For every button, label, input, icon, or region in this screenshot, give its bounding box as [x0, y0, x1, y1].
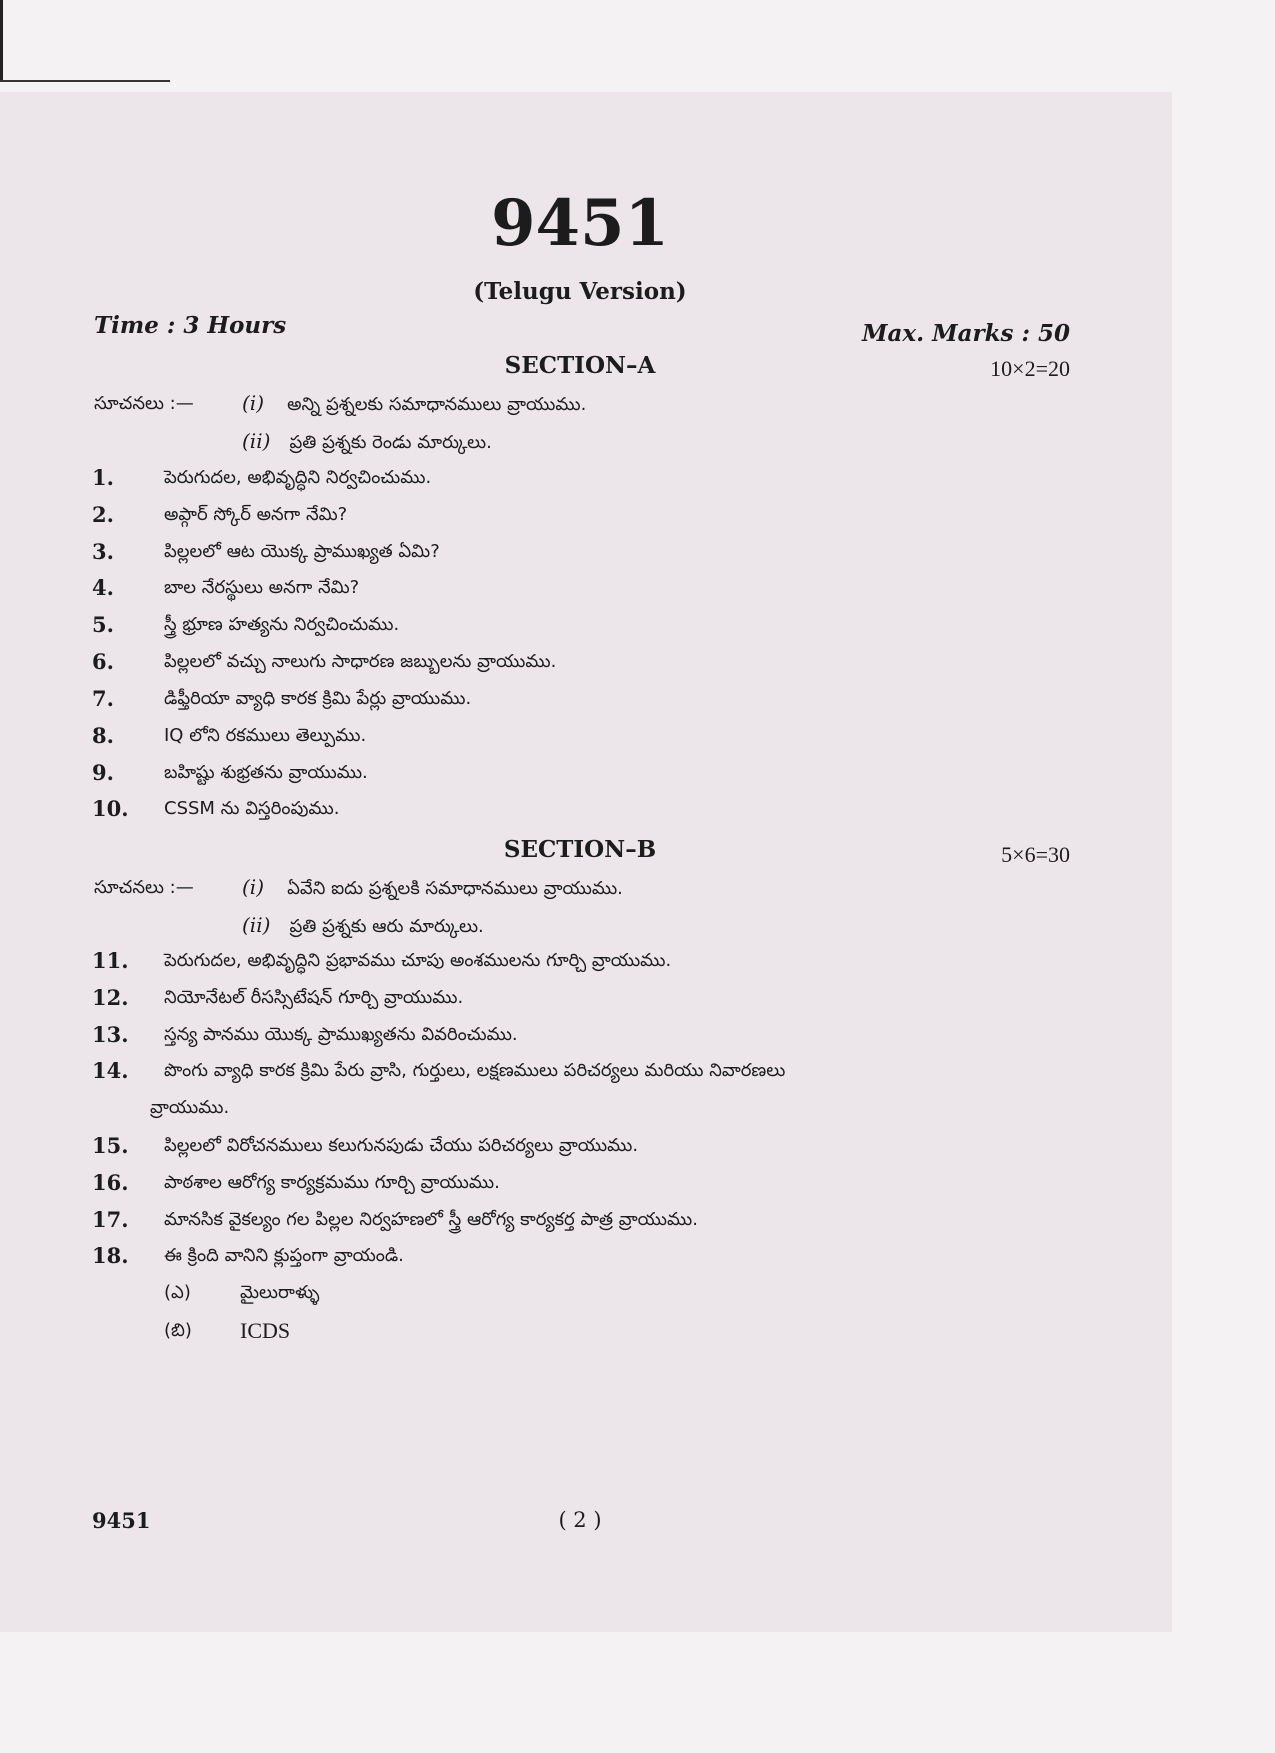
question-text: పెరుగుదల, అభివృద్ధిని నిర్వచించుము.	[164, 467, 432, 488]
section-a-instructions-label: సూచనలు :—	[94, 393, 194, 414]
question-number: 14.	[92, 1058, 129, 1083]
instruction-text: అన్ని ప్రశ్నలకు సమాధానములు వ్రాయుము.	[287, 394, 587, 415]
instruction-text: ప్రతి ప్రశ్నకు రెండు మార్కులు.	[289, 432, 492, 453]
question-text: అప్గార్ స్కోర్ అనగా నేమి?	[164, 504, 348, 525]
question-number: 1.	[92, 465, 114, 490]
instruction-text: ప్రతి ప్రశ్నకు ఆరు మార్కులు.	[289, 916, 484, 937]
question-number: 8.	[92, 723, 114, 748]
section-b-instruction	[242, 913, 484, 941]
footer-paper-code: 9451	[92, 1508, 151, 1533]
sub-item-label: (బి)	[164, 1320, 192, 1341]
section-b-instruction	[242, 875, 623, 903]
time-label: Time : 3 Hours	[94, 312, 287, 339]
question-text: స్తన్య పానము యొక్క ప్రాముఖ్యతను వివరించుము.	[164, 1024, 518, 1045]
question-number: 15.	[92, 1133, 129, 1158]
question-text: బాల నేరస్థులు అనగా నేమి?	[164, 577, 360, 598]
sub-item-text: ICDS	[240, 1318, 291, 1343]
question-number: 9.	[92, 760, 114, 785]
sub-item-text: మైలురాళ్ళు	[240, 1282, 320, 1303]
question-number: 12.	[92, 985, 129, 1010]
question-text: పొంగు వ్యాధి కారక క్రిమి పేరు వ్రాసి, గుర్తులు, లక్షణములు పరిచర్యలు మరియు నివారణలు	[164, 1060, 786, 1081]
section-a-title: SECTION–A	[504, 352, 656, 379]
question-number: 13.	[92, 1022, 129, 1047]
question-number: 3.	[92, 539, 114, 564]
instruction-number: (ii)	[242, 429, 271, 453]
scan-edge-mark	[0, 0, 3, 82]
question-number: 2.	[92, 502, 114, 527]
section-b-instructions-label: సూచనలు :—	[94, 877, 194, 898]
question-number: 17.	[92, 1207, 129, 1232]
section-a-instruction	[242, 391, 586, 419]
version-label: (Telugu Version)	[473, 278, 687, 305]
instruction-number: (i)	[242, 875, 265, 899]
question-number: 11.	[92, 948, 129, 973]
question-number: 10.	[92, 796, 129, 821]
question-text: బహిష్టు శుభ్రతను వ్రాయుము.	[164, 762, 368, 783]
question-number: 16.	[92, 1170, 129, 1195]
question-text: డిఫ్తీరియా వ్యాధి కారక క్రిమి పేర్లు వ్రాయుము.	[164, 688, 472, 709]
question-text: IQ లోని రకములు తెల్పుము.	[164, 725, 367, 746]
question-text: ఈ క్రింది వానిని క్లుప్తంగా వ్రాయండి.	[164, 1245, 404, 1266]
scan-edge-line	[0, 80, 170, 82]
question-number: 5.	[92, 612, 114, 637]
question-number: 7.	[92, 686, 114, 711]
question-text: పెరుగుదల, అభివృద్ధిని ప్రభావము చూపు అంశములను గూర్చి వ్రాయుము.	[164, 950, 672, 971]
question-text: పాఠశాల ఆరోగ్య కార్యక్రమము గూర్చి వ్రాయుము.	[164, 1172, 500, 1193]
sub-item-label: (ఎ)	[164, 1282, 191, 1303]
question-number: 6.	[92, 649, 114, 674]
page-number: ( 2 )	[558, 1508, 602, 1532]
question-text: మానసిక వైకల్యం గల పిల్లల నిర్వహణలో స్త్రీ ఆరోగ్య కార్యకర్త పాత్ర వ్రాయుము.	[164, 1209, 698, 1230]
question-text: పిల్లలలో విరోచనములు కలుగునపుడు చేయు పరిచర్యలు వ్రాయుము.	[164, 1135, 639, 1156]
instruction-number: (i)	[242, 391, 265, 415]
question-number: 18.	[92, 1243, 129, 1268]
section-b-marks: 5×6=30	[1001, 842, 1070, 867]
question-text: పిల్లలలో వచ్చు నాలుగు సాధారణ జబ్బులను వ్రాయుము.	[164, 651, 557, 672]
question-text-continued: వ్రాయుము.	[150, 1097, 230, 1118]
section-a-marks: 10×2=20	[990, 356, 1070, 381]
question-text: స్త్రీ భ్రూణ హత్యను నిర్వచించుము.	[164, 614, 400, 635]
max-marks-label: Max. Marks : 50	[862, 320, 1070, 347]
question-text: పిల్లలలో ఆట యొక్క ప్రాముఖ్యత ఏమి?	[164, 541, 440, 562]
instruction-number: (ii)	[242, 913, 271, 937]
paper-code: 9451	[490, 186, 670, 261]
section-b-title: SECTION–B	[503, 836, 657, 863]
question-text: నియోనేటల్ రీసస్సిటేషన్ గూర్చి వ్రాయుము.	[164, 987, 464, 1008]
section-a-instruction	[242, 429, 492, 457]
question-text: CSSM ను విస్తరింపుము.	[164, 798, 340, 819]
question-number: 4.	[92, 575, 114, 600]
instruction-text: ఏవేని ఐదు ప్రశ్నలకి సమాధానములు వ్రాయుము.	[287, 878, 623, 899]
